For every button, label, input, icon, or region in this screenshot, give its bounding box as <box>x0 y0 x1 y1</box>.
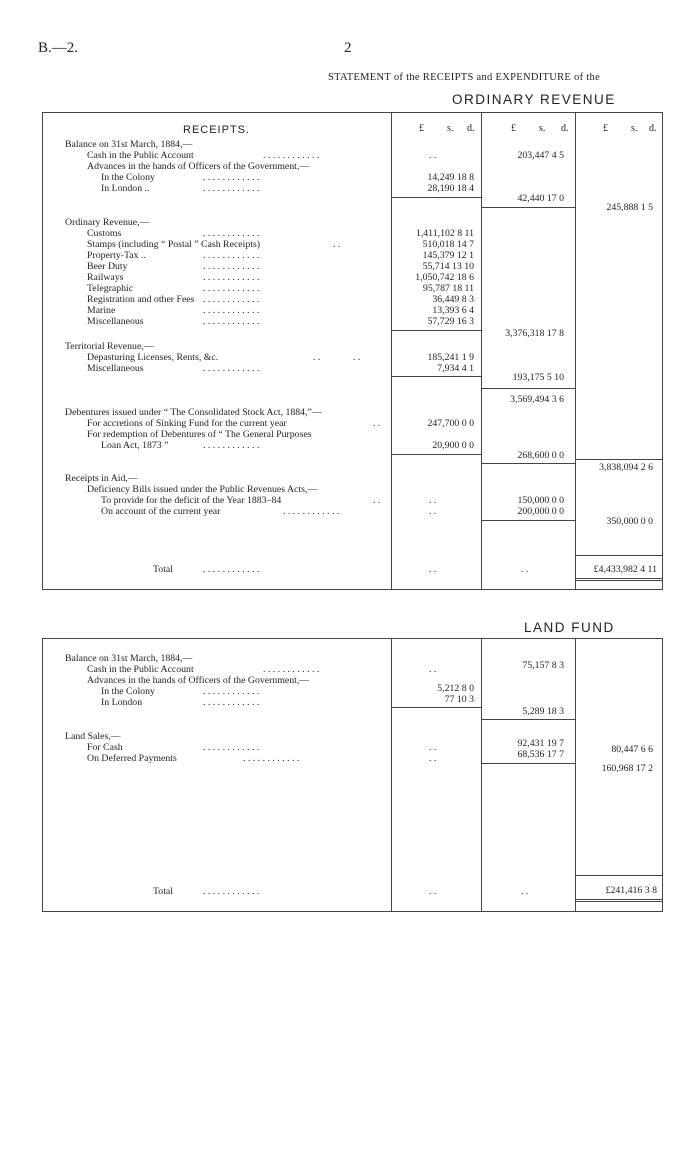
pence-header: d. <box>467 123 475 134</box>
revenue-item-value: 1,050,742 18 6 <box>415 272 474 283</box>
aid-current-label: On account of the current year <box>101 506 221 517</box>
aid-deficit-value: 150,000 0 0 <box>517 495 564 506</box>
ordinary-subtotal: 3,569,494 3 6 <box>510 394 564 405</box>
land-balance-title: Balance on 31st March, 1884,— <box>65 653 193 664</box>
land-balance-total: 80,447 6 6 <box>611 744 653 755</box>
revenue-item-label: Railways <box>87 272 124 283</box>
page-ref: B.—2. <box>38 40 79 56</box>
balance-title: Balance on 31st March, 1884,— <box>65 139 193 150</box>
revenue-item-label: Customs <box>87 228 122 239</box>
receipts-header: RECEIPTS. <box>183 124 251 136</box>
territorial-total: 193,175 5 10 <box>512 372 564 383</box>
revenue-item-value: 55,714 13 10 <box>422 261 474 272</box>
land-deferred-label: On Deferred Payments <box>87 753 177 764</box>
revenue-title: Ordinary Revenue,— <box>65 217 150 228</box>
ordinary-total-label: Total <box>153 564 173 575</box>
ordinary-revenue-title: ORDINARY REVENUE <box>452 92 616 107</box>
revenue-item-label: Miscellaneous <box>87 316 144 327</box>
deb-redemption-value: 20,900 0 0 <box>432 440 474 451</box>
ord-balance-total: 245,888 1 5 <box>606 202 653 213</box>
debentures-title: Debentures issued under “ The Consolidated Stock Act, 1884,”— <box>65 407 322 418</box>
land-cash-value: 75,157 8 3 <box>522 660 564 671</box>
deb-sinking-label: For accretions of Sinking Fund for the current year <box>87 418 287 429</box>
revenue-item-value: 57,729 16 3 <box>427 316 474 327</box>
ord-advances-total: 42,440 17 0 <box>517 193 564 204</box>
terr-item-1-label: Miscellaneous <box>87 363 144 374</box>
land-colony-value: 5,212 8 0 <box>437 683 474 694</box>
aid-title: Receipts in Aid,— <box>65 473 138 484</box>
land-total-value: £241,416 3 8 <box>605 885 657 896</box>
land-sales-total: 160,968 17 2 <box>601 763 653 774</box>
land-colony-label: In the Colony <box>101 686 155 697</box>
terr-item-0-label: Depasturing Licenses, Rents, &c. <box>87 352 219 363</box>
shillings-header: s. <box>447 123 454 134</box>
pence-header: d. <box>649 123 657 134</box>
ord-colony-value: 14,249 18 8 <box>427 172 474 183</box>
land-fund-title: LAND FUND <box>524 620 615 635</box>
pounds-header: £ <box>603 123 608 134</box>
shillings-header: s. <box>631 123 638 134</box>
colony-label: In the Colony <box>101 172 155 183</box>
land-london-value: 77 10 3 <box>444 694 474 705</box>
revenue-item-value: 95,787 18 11 <box>422 283 474 294</box>
revenue-item-label: Beer Duty <box>87 261 128 272</box>
land-fund-table: Balance on 31st March, 1884,— Cash in the Public Account . . . . . . . . . . . . . . 75,157 8 3 Advances in the hands of Officers of the Government,— In the Colony . . . . . . . . . . . . 5,212 8 0 In London . . . . . . . . . . . . 77 10 3 5,289 18 3 80,447 6 6 Land Sales,— For Cash . . . . . . . . . . . . . . 92,431 19 7 On Deferred Payments . . . . . . . . . . . . . . 68,536 17 7 160,968 17 2 Total . . . . . . . . . . . . . . . . £241,416 3 8 <box>42 638 663 912</box>
land-sales-title: Land Sales,— <box>65 731 121 742</box>
ord-cash-value: 203,447 4 5 <box>517 150 564 161</box>
debentures-total: 268,600 0 0 <box>517 450 564 461</box>
revenue-item-value: 36,449 8 3 <box>432 294 474 305</box>
pounds-header: £ <box>511 123 516 134</box>
revenue-item-label: Marine <box>87 305 116 316</box>
grand-subtotal: 3,838,094 2 6 <box>599 462 653 473</box>
aid-deficit-label: To provide for the deficit of the Year 1883–84 <box>101 495 282 506</box>
revenue-item-label: Telegraphic <box>87 283 134 294</box>
revenue-item-value: 13,393 6 4 <box>432 305 474 316</box>
revenue-total: 3,376,318 17 8 <box>505 328 564 339</box>
london-label: In London .. <box>101 183 150 194</box>
land-cash-sales-value: 92,431 19 7 <box>517 738 564 749</box>
ordinary-total-value: £4,433,982 4 11 <box>593 564 657 575</box>
land-cash-sales-label: For Cash <box>87 742 123 753</box>
revenue-item-value: 1,411,102 8 11 <box>415 228 474 239</box>
deb-redemption-label2: Loan Act, 1873 ” <box>101 440 169 451</box>
land-total-label: Total <box>153 886 173 897</box>
land-advances-label: Advances in the hands of Officers of the Government,— <box>87 675 310 686</box>
pence-header: d. <box>561 123 569 134</box>
pounds-header: £ <box>419 123 424 134</box>
shillings-header: s. <box>539 123 546 134</box>
deb-redemption-label: For redemption of Debentures of “ The General Purposes <box>87 429 312 440</box>
ordinary-revenue-table: RECEIPTS. £ s. d. £ s. d. £ s. d. Balance on 31st March, 1884,— Cash in the Public Account . . . . . . . . . . . . . . 203,447 4 5 Advances in the hands of Officers of the Government,— In the Colony . . . . . . . . . . . . 14,249 18 8 In London .. . . . . . . . . . . . . 28,190 18 4 42,440 17 0 245,888 1 5 Ordinary Revenue,— Customs . . . . . . . . . . . . 1,411,102 8 11 Stamps (including “ Postal ” Cash Receipts) . . 510,018 14 7 Property-Tax .. . . . . . . . . . . . . 145,379 12 1 Beer Duty . . . . . . . . . . . . 55,714 13 10 Railways . . . . . . . . . . . . 1,050,742 18 6 Telegraphic . . . . . . . . . . . . 95,787 18 11 Registration and other Fees . . . . . . . . . . . . 36,449 8 3 Marine . . . . . . . . . . . . 13,393 6 4 Miscellaneous . . . . . . . . . . . . 57,729 16 3 3,376,318 17 8 Territorial Revenue,— Depasturing Licenses, Rents, &c. . . . . 185,241 1 9 Miscellaneous . . . . . . . . . . . . 7,934 4 1 193,175 5 10 3,569,494 3 6 Debentures issued under “ The Consolidated Stock Act, 1884,”— For accretions of Sinking Fund for the current year . . 247,700 0 0 For redemption of Debentures of “ The General Purposes Loan Act, 1873 ” . . . . . . . . . . . . 20,900 0 0 268,600 0 0 3,838,094 2 6 Receipts in Aid,— Deficiency Bills issued under the Public Revenues Acts,— To provide for the deficit of the Year 1883–84 . . . . 150,000 0 0 On account of the current year . . . . . . . . . . . . . . 200,000 0 0 350,000 0 0 Total . . . . . . . . . . . . . . . . £4,433,982 4 11 <box>42 112 663 590</box>
page-number: 2 <box>344 40 352 56</box>
terr-item-1-value: 7,934 4 1 <box>437 363 474 374</box>
terr-item-0-value: 185,241 1 9 <box>427 352 474 363</box>
aid-total: 350,000 0 0 <box>606 516 653 527</box>
aid-current-value: 200,000 0 0 <box>517 506 564 517</box>
revenue-item-label: Stamps (including “ Postal ” Cash Receipts) <box>87 239 261 250</box>
land-london-label: In London <box>101 697 143 708</box>
revenue-item-label: Registration and other Fees <box>87 294 195 305</box>
cash-row: Cash in the Public Account <box>87 150 194 161</box>
territorial-title: Territorial Revenue,— <box>65 341 154 352</box>
land-deferred-value: 68,536 17 7 <box>517 749 564 760</box>
revenue-item-value: 145,379 12 1 <box>422 250 474 261</box>
revenue-item-label: Property-Tax .. <box>87 250 146 261</box>
advances-label: Advances in the hands of Officers of the Government,— <box>87 161 310 172</box>
land-advances-total: 5,289 18 3 <box>522 706 564 717</box>
aid-sub: Deficiency Bills issued under the Public Revenues Acts,— <box>87 484 318 495</box>
land-cash-label: Cash in the Public Account <box>87 664 194 675</box>
statement-caption: STATEMENT of the RECEIPTS and EXPENDITURE of the <box>328 72 601 83</box>
ord-london-value: 28,190 18 4 <box>427 183 474 194</box>
revenue-item-value: 510,018 14 7 <box>422 239 474 250</box>
deb-sinking-value: 247,700 0 0 <box>427 418 474 429</box>
